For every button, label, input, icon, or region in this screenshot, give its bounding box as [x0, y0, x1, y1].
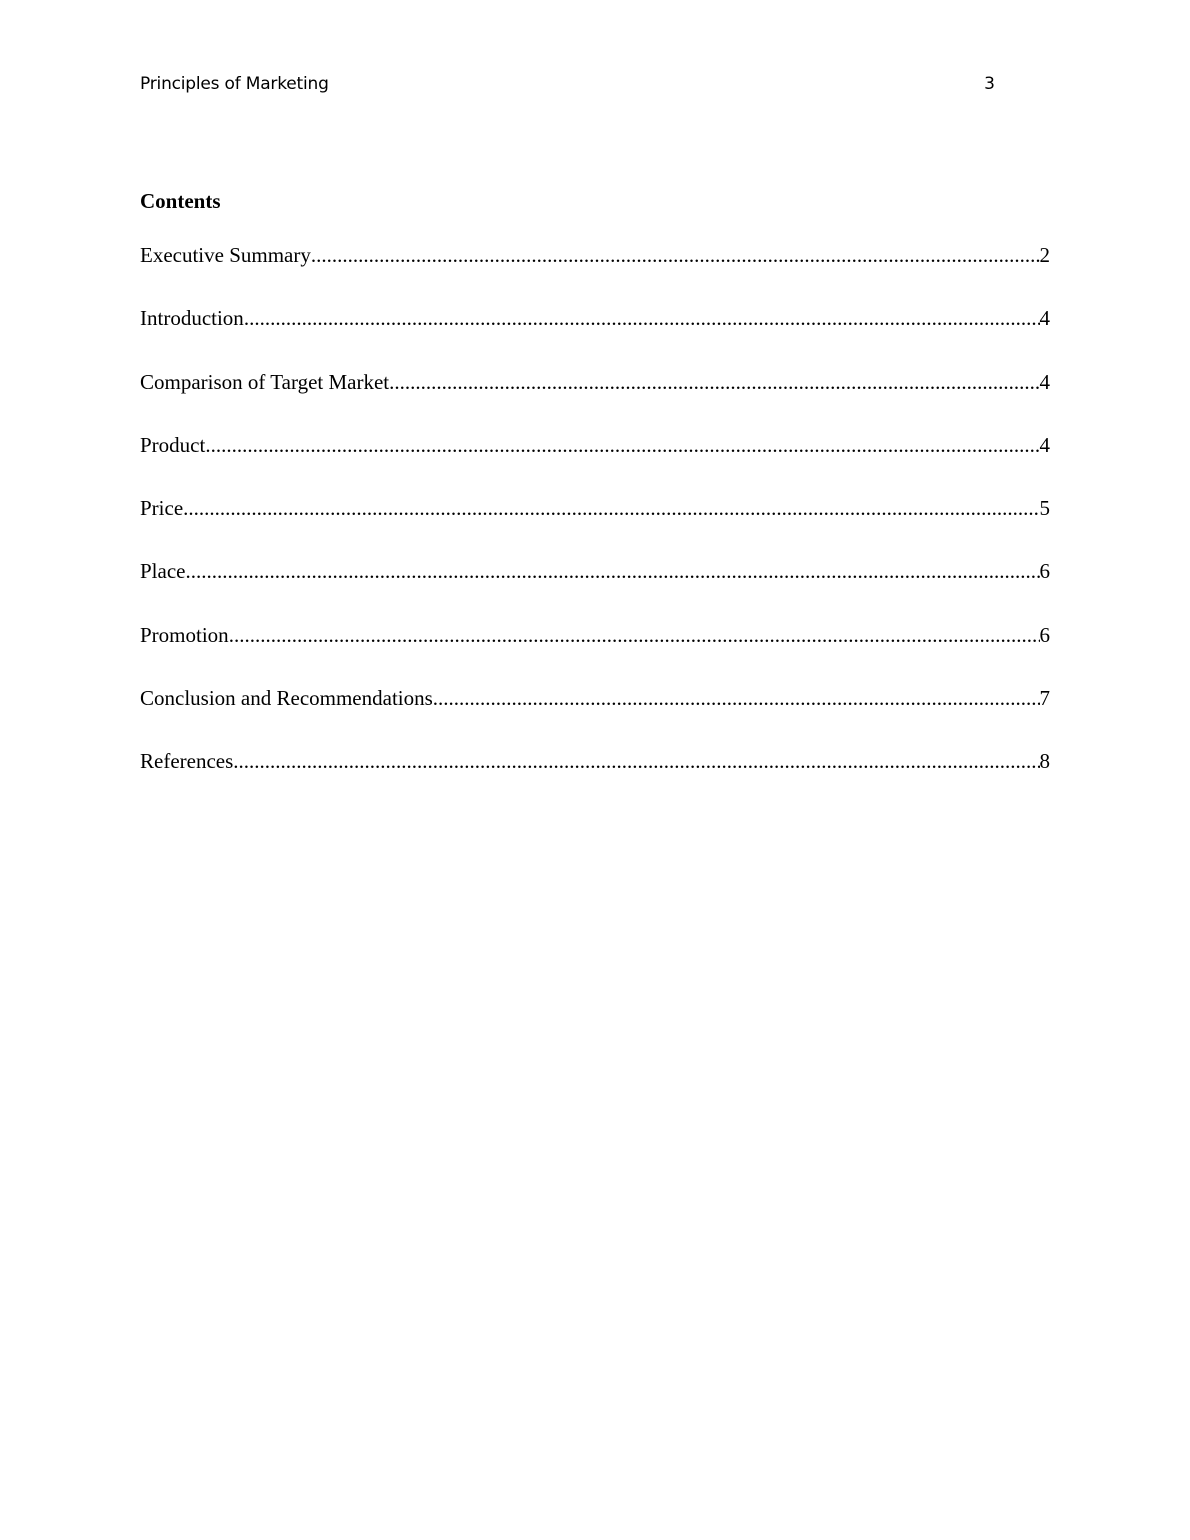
toc-entry-page: 4 — [1039, 432, 1050, 457]
toc-dot-leader — [205, 430, 1039, 460]
toc-dot-leader — [233, 746, 1039, 776]
running-head-title: Principles of Marketing — [140, 74, 329, 94]
toc-entry-title: Price — [140, 496, 184, 521]
toc-entry-title: Executive Summary — [140, 243, 311, 267]
toc-list — [140, 240, 1050, 776]
toc-entry-page: 4 — [1039, 369, 1050, 394]
table-of-contents — [140, 186, 1050, 810]
toc-entry-comparison-of-target-market[interactable] — [140, 367, 1050, 397]
toc-dot-leader — [183, 493, 1039, 523]
toc-entry-price[interactable] — [140, 493, 1050, 523]
toc-entry-page: 7 — [1039, 686, 1050, 711]
toc-entry-place[interactable] — [140, 556, 1050, 586]
toc-entry-title: Introduction — [140, 306, 244, 331]
toc-entry-page: 6 — [1039, 559, 1050, 584]
toc-entry-conclusion-and-recommendations[interactable] — [140, 683, 1050, 713]
toc-entry-references[interactable] — [140, 746, 1050, 776]
toc-dot-leader — [433, 683, 1040, 713]
page-header — [140, 71, 995, 97]
toc-entry-page: 5 — [1039, 496, 1050, 521]
toc-dot-leader — [311, 240, 1040, 270]
toc-dot-leader — [229, 620, 1040, 650]
toc-entry-introduction[interactable] — [140, 303, 1050, 333]
toc-entry-page: 8 — [1039, 749, 1050, 774]
toc-dot-leader — [185, 556, 1039, 586]
toc-dot-leader — [389, 367, 1039, 397]
toc-entry-title: References — [140, 749, 234, 774]
page-number: 3 — [984, 74, 995, 94]
toc-entry-title: Product — [140, 432, 206, 457]
toc-entry-page: 2 — [1039, 243, 1050, 267]
toc-entry-title: Place — [140, 559, 186, 584]
toc-entry-title: Conclusion and Recommendations — [140, 686, 433, 711]
toc-dot-leader — [244, 303, 1040, 333]
toc-entry-title: Comparison of Target Market — [140, 369, 390, 394]
toc-entry-product[interactable] — [140, 430, 1050, 460]
toc-entry-promotion[interactable] — [140, 620, 1050, 650]
toc-entry-page: 6 — [1039, 622, 1050, 647]
toc-entry-title: Promotion — [140, 622, 229, 647]
toc-heading: Contents — [140, 189, 221, 213]
toc-entry-page: 4 — [1039, 306, 1050, 331]
toc-entry-executive-summary[interactable] — [140, 240, 1050, 270]
